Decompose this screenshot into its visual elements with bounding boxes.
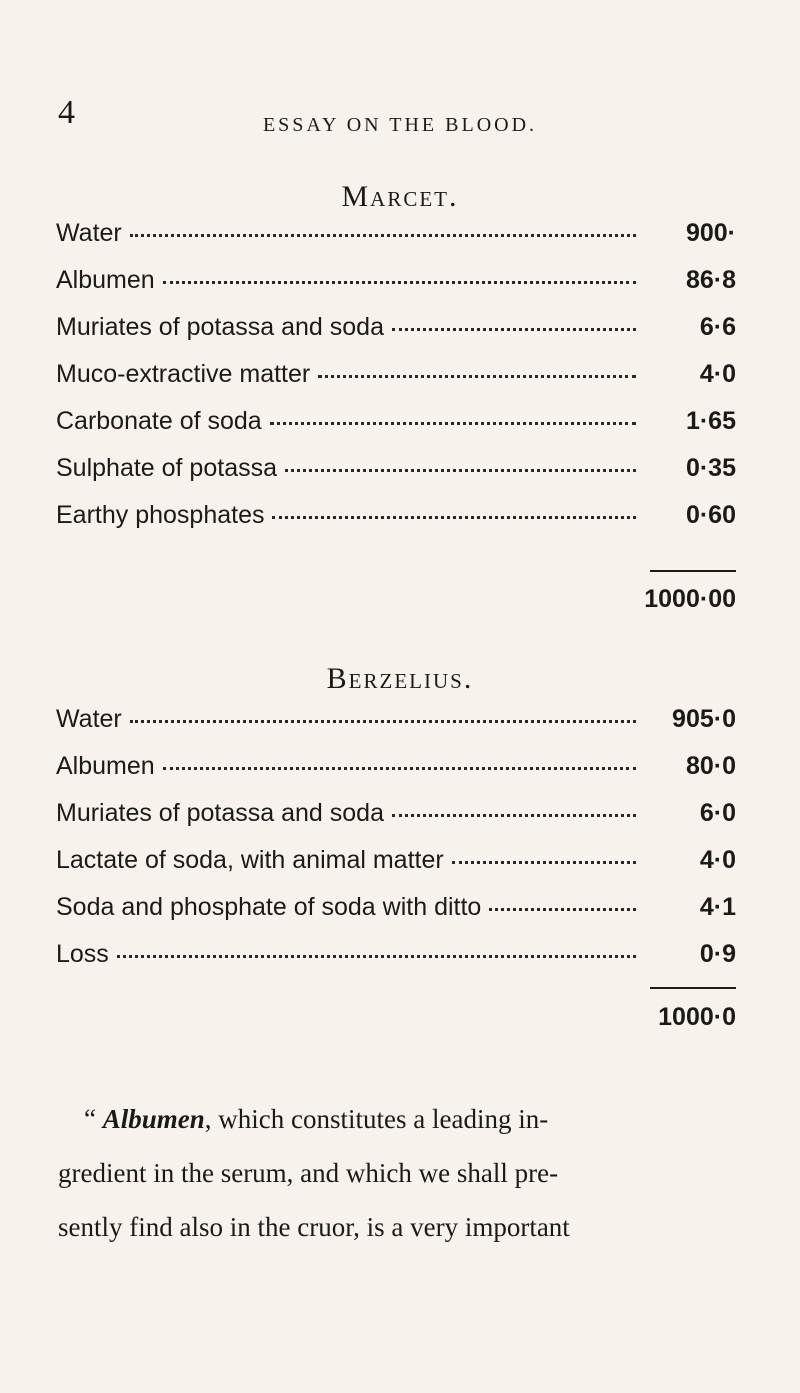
row-label: Soda and phosphate of soda with ditto <box>56 893 482 921</box>
italic-albumen: Albumen <box>102 1104 205 1134</box>
row-value: 1·65 <box>685 407 736 435</box>
berzelius-total-rule <box>650 987 736 989</box>
marcet-composition-table <box>56 188 736 539</box>
table-row <box>56 790 736 837</box>
row-value: 4·0 <box>699 846 736 874</box>
row-label: Sulphate of potassa <box>56 454 277 482</box>
table-row <box>56 884 736 931</box>
row-label: Albumen <box>56 266 155 294</box>
row-value: 900· <box>685 219 736 247</box>
row-value: 905·0 <box>672 705 736 733</box>
row-label: Lactate of soda, with animal matter <box>56 846 444 874</box>
dot-leader <box>272 516 636 519</box>
dot-leader <box>318 375 636 378</box>
body-paragraph <box>58 1092 740 1254</box>
dot-leader <box>117 955 636 958</box>
row-label: Water <box>56 705 122 733</box>
marcet-section-title: Marcet. <box>341 180 459 213</box>
row-value: 4·0 <box>699 360 736 388</box>
page-number: 4 <box>58 94 75 131</box>
row-value: 4·1 <box>699 893 736 921</box>
table-row <box>56 837 736 884</box>
row-value: 6·6 <box>699 313 736 341</box>
paragraph-line-2: gredient in the serum, and which we shall pre- <box>58 1158 559 1188</box>
paragraph-line-1 <box>84 1092 740 1146</box>
row-label: Albumen <box>56 752 155 780</box>
dot-leader <box>285 469 636 472</box>
opening-quote: “ <box>84 1104 96 1134</box>
paragraph-line-3: sently find also in the cruor, is a very important <box>58 1212 570 1242</box>
dot-leader <box>270 422 636 425</box>
row-label: Earthy phosphates <box>56 501 265 529</box>
dot-leader <box>392 814 636 817</box>
berzelius-total: 1000·0 <box>658 1003 736 1031</box>
berzelius-composition-table <box>56 696 736 978</box>
row-label: Muriates of potassa and soda <box>56 799 384 827</box>
row-label: Carbonate of soda <box>56 407 262 435</box>
table-row <box>56 398 736 445</box>
table-row <box>56 304 736 351</box>
dot-leader <box>163 281 636 284</box>
dot-leader <box>489 908 636 911</box>
dot-leader <box>130 234 636 237</box>
marcet-total-rule <box>650 570 736 572</box>
paragraph-line-1-rest: , which constitutes a leading in- <box>204 1104 549 1134</box>
dot-leader <box>130 720 636 723</box>
row-value: 0·9 <box>699 940 736 968</box>
row-label: Muriates of potassa and soda <box>56 313 384 341</box>
row-label: Muco-extractive matter <box>56 360 311 388</box>
row-value: 6·0 <box>699 799 736 827</box>
row-value: 0·60 <box>685 501 736 529</box>
table-row <box>56 351 736 398</box>
table-row <box>56 445 736 492</box>
running-head: ESSAY ON THE BLOOD. <box>262 114 538 136</box>
table-row <box>56 743 736 790</box>
dot-leader <box>392 328 636 331</box>
table-row <box>56 257 736 304</box>
row-value: 80·0 <box>685 752 736 780</box>
row-value: 86·8 <box>685 266 736 294</box>
row-label: Loss <box>56 940 109 968</box>
dot-leader <box>452 861 636 864</box>
dot-leader <box>163 767 636 770</box>
row-label: Water <box>56 219 122 247</box>
table-row <box>56 492 736 539</box>
table-row <box>56 210 736 257</box>
berzelius-section-title: Berzelius. <box>326 662 474 695</box>
row-value: 0·35 <box>685 454 736 482</box>
marcet-total: 1000·00 <box>644 585 736 613</box>
table-row <box>56 931 736 978</box>
table-row <box>56 696 736 743</box>
